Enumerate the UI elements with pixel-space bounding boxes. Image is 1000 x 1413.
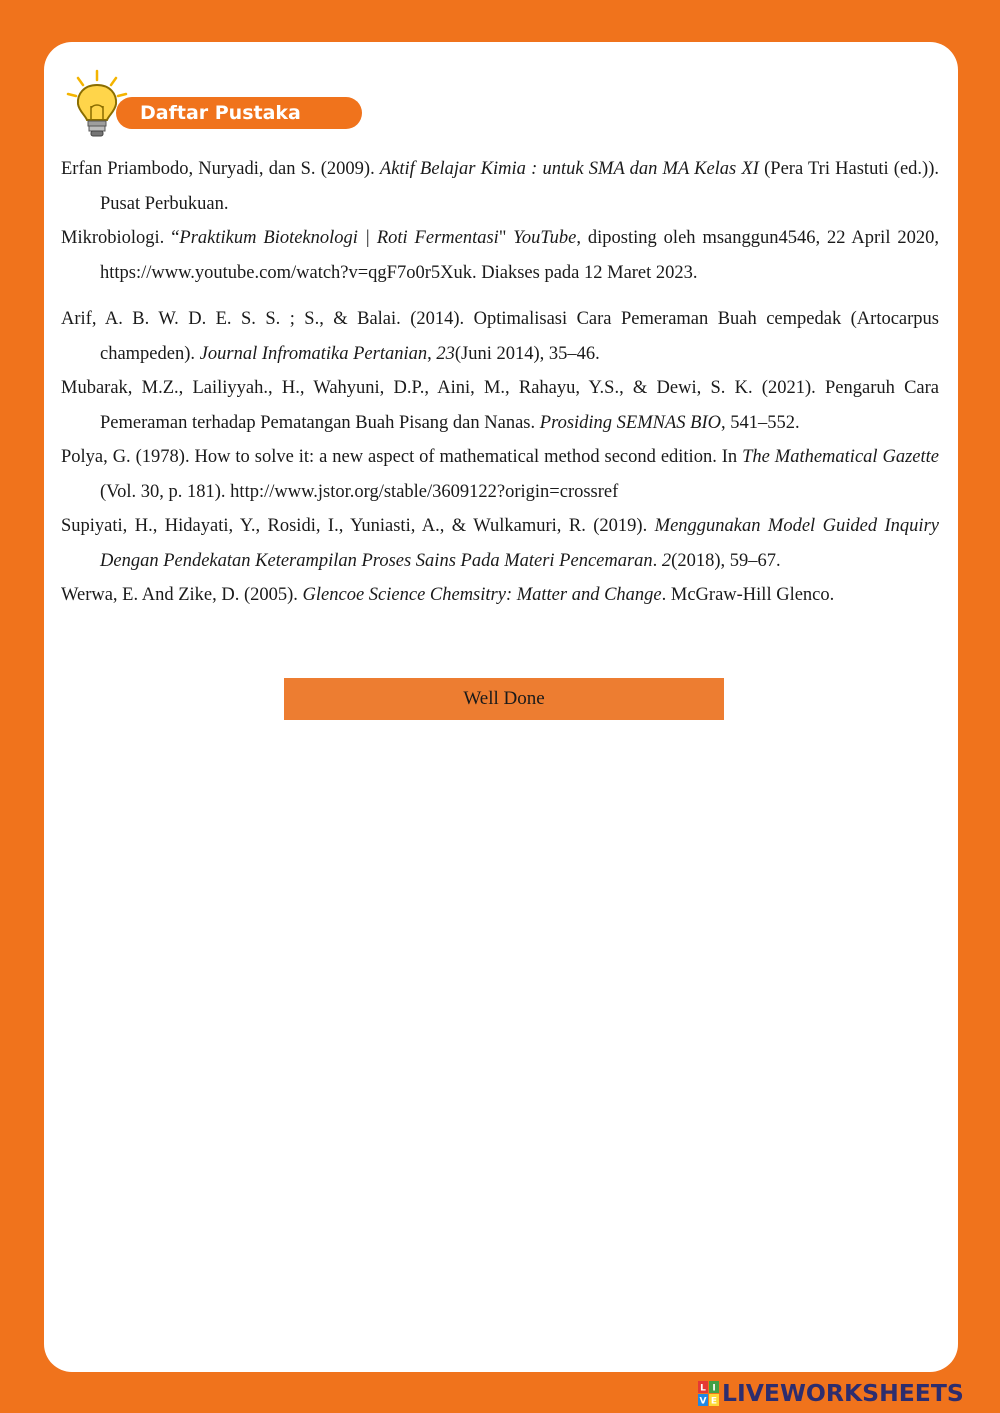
reference-item: Polya, G. (1978). How to solve it: a new aspect of mathematical method second edition. In The Mathematical Gazette (Vol. 30, p. 181). http://www.jstor.org/stable/3609122?origin=crossref (61, 447, 939, 502)
reference-item: Arif, A. B. W. D. E. S. S. ; S., & Balai. (2014). Optimalisasi Cara Pemeraman Buah cempedak (Artocarpus champeden). Journal Infromatika Pertanian, 23(Juni 2014), 35–46. (61, 309, 939, 364)
logo-letter: L (700, 1383, 706, 1394)
reference-item: Supiyati, H., Hidayati, Y., Rosidi, I., Yuniasti, A., & Wulkamuri, R. (2019). Menggunakan Model Guided Inquiry Dengan Pendekatan Keterampilan Proses Sains Pada Materi Pencemaran. 2(2018), 59–67. (61, 516, 939, 571)
reference-item: Mikrobiologi. “Praktikum Bioteknologi | Roti Fermentasi" YouTube, diposting oleh msanggun4546, 22 April 2020, https://www.youtube.com/watch?v=qgF7o0r5Xuk. Diakses pada 12 Maret 2023. (61, 228, 939, 283)
brand-name: LIVEWORKSHEETS (722, 1379, 964, 1407)
logo-letter: V (699, 1396, 707, 1407)
well-done-button[interactable]: Well Done (284, 678, 724, 720)
reference-item: Werwa, E. And Zike, D. (2005). Glencoe Science Chemsitry: Matter and Change. McGraw-Hill Glenco. (61, 585, 835, 605)
liveworksheets-brand[interactable] (698, 1377, 994, 1409)
reference-list (61, 152, 939, 613)
reference-item: Erfan Priambodo, Nuryadi, dan S. (2009). Aktif Belajar Kimia : untuk SMA dan MA Kelas XI (Pera Tri Hastuti (ed.)). Pusat Perbukuan. (61, 159, 939, 214)
reference-item: Mubarak, M.Z., Lailiyyah., H., Wahyuni, D.P., Aini, M., Rahayu, Y.S., & Dewi, S. K. (2021). Pengaruh Cara Pemeraman terhadap Pematangan Buah Pisang dan Nanas. Prosiding SEMNAS BIO, 541–552. (61, 378, 939, 433)
logo-letter: I (712, 1383, 716, 1394)
section-title: Daftar Pustaka (116, 97, 362, 129)
section-header (64, 68, 374, 140)
liveworksheets-logo-icon (698, 1381, 720, 1407)
logo-letter: E (710, 1396, 718, 1407)
